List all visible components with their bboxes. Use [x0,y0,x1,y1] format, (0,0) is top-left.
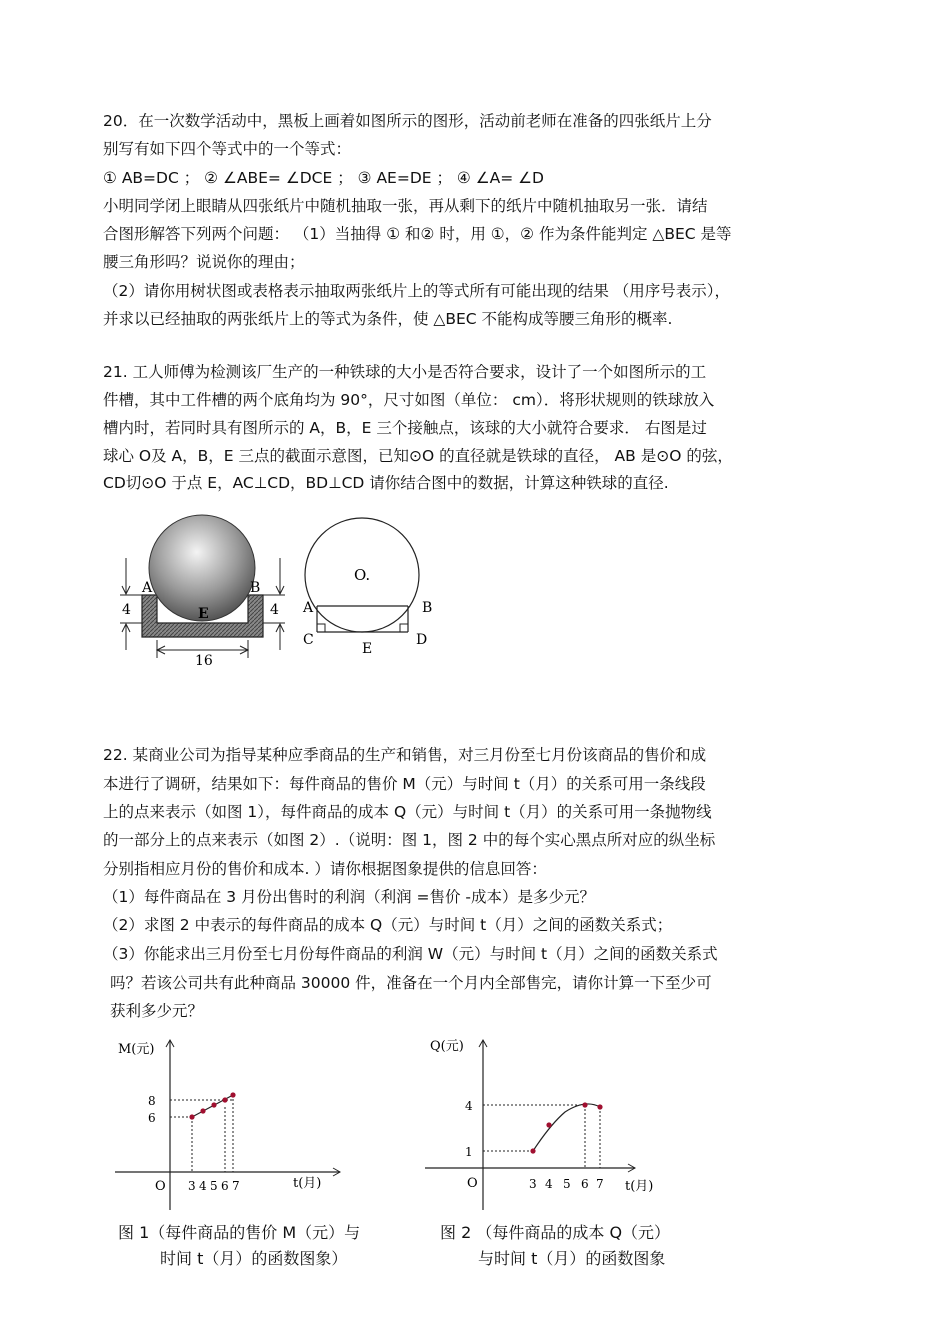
q22-line-2: 本进行了调研，结果如下：每件商品的售价 M（元）与时间 t（月）的关系可用一条线段 [103,775,706,793]
q20-line-1: 20．在一次数学活动中，黑板上画着如图所示的图形，活动前老师在准备的四张纸片上分 [103,112,712,130]
q22-line-4: 的一部分上的点来表示（如图 2）.（说明：图 1，图 2 中的每个实心黑点所对应的纵坐标 [103,831,716,849]
graph1-caption-2: 时间 t（月）的函数图象） [160,1249,348,1268]
graph1-xtick-3: 3 [188,1179,196,1193]
graph1-ytick-6: 6 [148,1111,156,1125]
label-c: C [303,632,314,648]
q21-line-4: 球心 O及 A，B，E 三点的截面示意图，已知⊙O 的直径就是铁球的直径， AB 是⊙O 的弦， [103,447,733,465]
label-b: B [250,580,261,596]
graph2-xtick-5: 5 [563,1177,571,1191]
dim-right: 4 [270,602,279,618]
graph2-xtick-4: 4 [545,1177,553,1191]
graph2-xtick-6: 6 [581,1177,589,1191]
graph1-y-label: M(元) [118,1042,155,1057]
q22-line-6: （1）每件商品在 3 月份出售时的利润（利润 =售价 -成本）是多少元？ [103,888,596,906]
q21-line-2: 件槽，其中工件槽的两个底角均为 90°，尺寸如图（单位： cm）．将形状规则的铁球放入 [103,391,715,409]
q20-line-5: 合图形解答下列两个问题： （1）当抽得 ① 和② 时，用 ①，② 作为条件能判定 △BEC 是等 [103,225,732,243]
graph1-caption-1: 图 1（每件商品的售价 M（元）与 [118,1223,361,1242]
graph2-x-label: t(月) [625,1179,654,1194]
label-e2: E [362,641,373,657]
label-d: D [416,632,428,648]
graph2-caption-1: 图 2 （每件商品的成本 Q（元） [440,1223,671,1242]
q20-line-6: 腰三角形吗？说说你的理由； [103,253,305,271]
label-a2: A [303,600,314,616]
q20-line-7: （2）请你用树状图或表格表示抽取两张纸片上的等式所有可能出现的结果 （用序号表示）， [103,282,731,300]
q22-line-7: （2）求图 2 中表示的每件商品的成本 Q（元）与时间 t（月）之间的函数关系式； [103,916,673,934]
q22-line-5: 分别指相应月份的售价和成本. ）请你根据图象提供的信息回答： [103,860,547,878]
graph1-xtick-5: 5 [210,1179,218,1193]
graph1-xtick-4: 4 [199,1179,207,1193]
q20-line-3: ① AB=DC ； ② ∠ABE= ∠DCE ； ③ AE=DE ； ④ ∠A= ∠D [103,169,544,187]
q22-line-9: 吗？若该公司共有此种商品 30000 件，准备在一个月内全部售完，请你计算一下至少可 [110,974,712,992]
graph1-xtick-7: 7 [232,1179,240,1193]
graph1-x-label: t(月) [293,1176,322,1191]
q22-line-3: 上的点来表示（如图 1），每件商品的成本 Q（元）与时间 t（月）的关系可用一条抛物线 [103,803,712,821]
q22-line-1: 22. 某商业公司为指导某种应季商品的生产和销售，对三月份至七月份该商品的售价和成 [103,746,707,764]
q21-line-1: 21. 工人师傅为检测该厂生产的一种铁球的大小是否符合要求，设计了一个如图所示的工 [103,363,707,381]
q20-line-2: 别写有如下四个等式中的一个等式： [103,140,352,158]
label-o: O. [354,566,371,584]
graph-2-cost [425,1035,670,1210]
graph2-ytick-4: 4 [465,1099,473,1113]
cross-section-figure [300,510,450,660]
graph2-origin: O [467,1176,478,1191]
graph2-xtick-3: 3 [529,1177,537,1191]
graph1-origin: O [155,1179,166,1194]
graph2-ytick-1: 1 [465,1145,473,1159]
q21-line-3: 槽内时，若同时具有图所示的 A，B，E 三个接触点，该球的大小就符合要求． 右图是过 [103,419,707,437]
q22-line-10: 获利多少元？ [110,1002,204,1020]
label-a: A [142,580,153,596]
graph-1-price [110,1035,340,1210]
graph2-caption-2: 与时间 t（月）的函数图象 [478,1249,666,1268]
label-e: E [198,606,209,622]
graph2-xtick-7: 7 [596,1177,604,1191]
q20-line-4: 小明同学闭上眼睛从四张纸片中随机抽取一张，再从剩下的纸片中随机抽取另一张．请结 [103,197,708,215]
groove-ball-figure [110,500,310,670]
dim-left: 4 [122,602,131,618]
dim-bottom: 16 [195,653,213,669]
q21-line-5: CD切⊙O 于点 E，AC⊥CD，BD⊥CD 请你结合图中的数据，计算这种铁球的直径. [103,474,669,492]
q20-line-8: 并求以已经抽取的两张纸片上的等式为条件，使 △BEC 不能构成等腰三角形的概率. [103,310,673,328]
graph1-xtick-6: 6 [221,1179,229,1193]
label-b2: B [422,600,433,616]
q22-line-8: （3）你能求出三月份至七月份每件商品的利润 W（元）与时间 t（月）之间的函数关系式 [103,945,718,963]
graph1-ytick-8: 8 [148,1094,156,1108]
graph2-y-label: Q(元) [430,1039,464,1054]
